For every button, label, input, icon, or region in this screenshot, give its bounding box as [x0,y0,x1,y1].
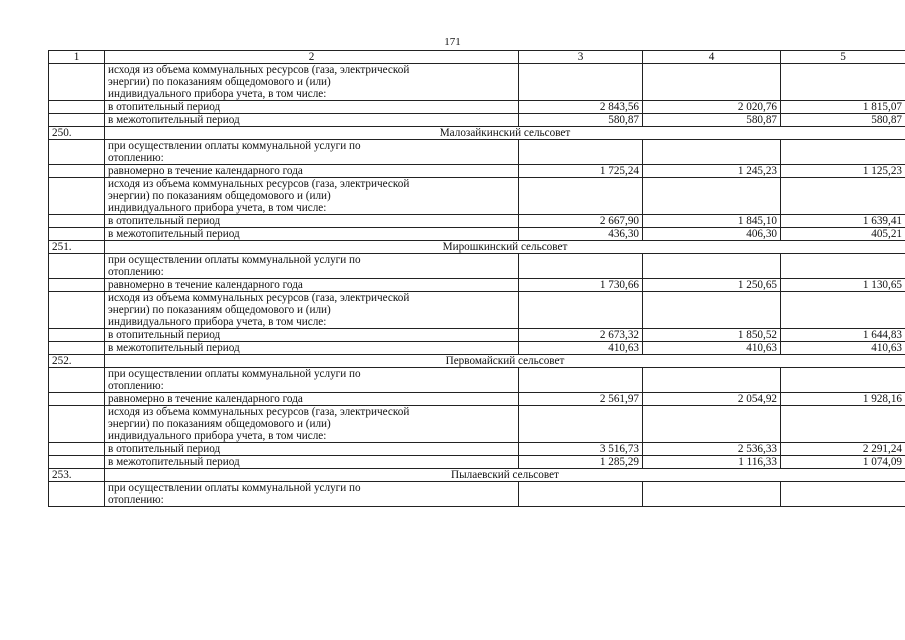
header-row [49,51,905,64]
row-description [105,64,519,101]
text-line: отоплению: [108,494,164,506]
value-col3: 3 516,73 [519,443,643,456]
text-line: энергии) по показаниям общедомового и (или) [108,418,331,430]
row-description [105,178,519,215]
table-row [49,443,905,456]
tariff-table [48,50,905,507]
column-header: 5 [781,51,905,64]
empty-cell [781,292,905,329]
text-line: при осуществлении оплаты коммунальной услуги по [108,482,361,494]
description-row [49,140,905,165]
row-description [105,292,519,329]
section-title: Малозайкинский сельсовет [105,127,905,140]
value-col3: 436,30 [519,228,643,241]
value-col5: 405,21 [781,228,905,241]
value-col5: 1 644,83 [781,329,905,342]
empty-cell [519,254,643,279]
description-row [49,482,905,507]
empty-cell [49,456,105,469]
value-col5: 1 074,09 [781,456,905,469]
value-col5: 1 815,07 [781,101,905,114]
row-description [105,406,519,443]
value-col5: 1 639,41 [781,215,905,228]
value-col3: 2 561,97 [519,393,643,406]
row-label: в отопительный период [105,443,519,456]
table-row [49,329,905,342]
text-line: индивидуального прибора учета, в том числе: [108,430,327,442]
text-line: при осуществлении оплаты коммунальной услуги по [108,140,361,152]
section-title: Первомайский сельсовет [105,355,905,368]
value-col3: 410,63 [519,342,643,355]
text-line: энергии) по показаниям общедомового и (или) [108,76,331,88]
section-number: 252. [49,355,105,368]
empty-cell [519,482,643,507]
value-col3: 1 725,24 [519,165,643,178]
empty-cell [519,140,643,165]
empty-cell [49,342,105,355]
empty-cell [49,64,105,101]
text-line: исходя из объема коммунальных ресурсов (газа, электрической [108,64,410,76]
empty-cell [781,368,905,393]
empty-cell [49,368,105,393]
description-row [49,368,905,393]
empty-cell [49,393,105,406]
empty-cell [781,406,905,443]
row-label: в отопительный период [105,215,519,228]
text-line: исходя из объема коммунальных ресурсов (газа, электрической [108,292,410,304]
value-col3: 2 843,56 [519,101,643,114]
empty-cell [49,114,105,127]
row-description [105,368,519,393]
section-number: 253. [49,469,105,482]
section-title: Пылаевский сельсовет [105,469,905,482]
empty-cell [49,482,105,507]
section-number: 251. [49,241,105,254]
empty-cell [49,292,105,329]
table-body [49,51,905,507]
value-col4: 1 845,10 [643,215,781,228]
table-row [49,456,905,469]
text-line: индивидуального прибора учета, в том числе: [108,202,327,214]
empty-cell [49,178,105,215]
table-row [49,228,905,241]
table-row [49,101,905,114]
value-col4: 2 054,92 [643,393,781,406]
row-label: равномерно в течение календарного года [105,279,519,292]
section-row [49,127,905,140]
page-number: 171 [444,36,461,48]
value-col3: 580,87 [519,114,643,127]
empty-cell [519,292,643,329]
value-col4: 406,30 [643,228,781,241]
empty-cell [643,140,781,165]
value-col4: 1 250,65 [643,279,781,292]
description-row [49,406,905,443]
row-description [105,140,519,165]
empty-cell [643,254,781,279]
empty-cell [781,64,905,101]
row-label: в отопительный период [105,329,519,342]
empty-cell [49,215,105,228]
value-col5: 2 291,24 [781,443,905,456]
empty-cell [49,101,105,114]
empty-cell [643,482,781,507]
text-line: отоплению: [108,266,164,278]
column-header: 4 [643,51,781,64]
text-line: индивидуального прибора учета, в том числе: [108,316,327,328]
section-row [49,241,905,254]
empty-cell [643,178,781,215]
section-row [49,469,905,482]
value-col5: 1 130,65 [781,279,905,292]
column-header: 3 [519,51,643,64]
text-line: отоплению: [108,152,164,164]
table-row [49,342,905,355]
empty-cell [781,178,905,215]
column-header: 2 [105,51,519,64]
text-line: отоплению: [108,380,164,392]
empty-cell [643,368,781,393]
text-line: при осуществлении оплаты коммунальной услуги по [108,254,361,266]
description-row [49,292,905,329]
value-col4: 2 536,33 [643,443,781,456]
empty-cell [49,228,105,241]
row-label: равномерно в течение календарного года [105,165,519,178]
row-label: в межотопительный период [105,228,519,241]
row-label: в межотопительный период [105,342,519,355]
empty-cell [49,140,105,165]
table-row [49,165,905,178]
row-description [105,482,519,507]
text-line: индивидуального прибора учета, в том числе: [108,88,327,100]
value-col4: 580,87 [643,114,781,127]
row-label: равномерно в течение календарного года [105,393,519,406]
description-row [49,64,905,101]
table-row [49,393,905,406]
value-col5: 1 928,16 [781,393,905,406]
empty-cell [49,329,105,342]
empty-cell [781,140,905,165]
text-line: энергии) по показаниям общедомового и (или) [108,190,331,202]
empty-cell [643,406,781,443]
column-header: 1 [49,51,105,64]
text-line: энергии) по показаниям общедомового и (или) [108,304,331,316]
text-line: исходя из объема коммунальных ресурсов (газа, электрической [108,178,410,190]
text-line: исходя из объема коммунальных ресурсов (газа, электрической [108,406,410,418]
value-col3: 1 730,66 [519,279,643,292]
empty-cell [49,443,105,456]
description-row [49,254,905,279]
value-col4: 410,63 [643,342,781,355]
table-row [49,215,905,228]
value-col3: 1 285,29 [519,456,643,469]
empty-cell [519,64,643,101]
value-col3: 2 667,90 [519,215,643,228]
empty-cell [781,254,905,279]
row-label: в межотопительный период [105,114,519,127]
table-row [49,114,905,127]
empty-cell [519,178,643,215]
empty-cell [781,482,905,507]
empty-cell [519,406,643,443]
empty-cell [643,292,781,329]
empty-cell [49,165,105,178]
section-title: Мирошкинский сельсовет [105,241,905,254]
empty-cell [643,64,781,101]
value-col4: 1 116,33 [643,456,781,469]
empty-cell [49,279,105,292]
row-label: в отопительный период [105,101,519,114]
value-col4: 2 020,76 [643,101,781,114]
row-label: в межотопительный период [105,456,519,469]
value-col4: 1 850,52 [643,329,781,342]
table-row [49,279,905,292]
description-row [49,178,905,215]
value-col3: 2 673,32 [519,329,643,342]
section-row [49,355,905,368]
value-col5: 410,63 [781,342,905,355]
empty-cell [519,368,643,393]
value-col5: 1 125,23 [781,165,905,178]
section-number: 250. [49,127,105,140]
row-description [105,254,519,279]
value-col4: 1 245,23 [643,165,781,178]
text-line: при осуществлении оплаты коммунальной услуги по [108,368,361,380]
empty-cell [49,254,105,279]
empty-cell [49,406,105,443]
value-col5: 580,87 [781,114,905,127]
